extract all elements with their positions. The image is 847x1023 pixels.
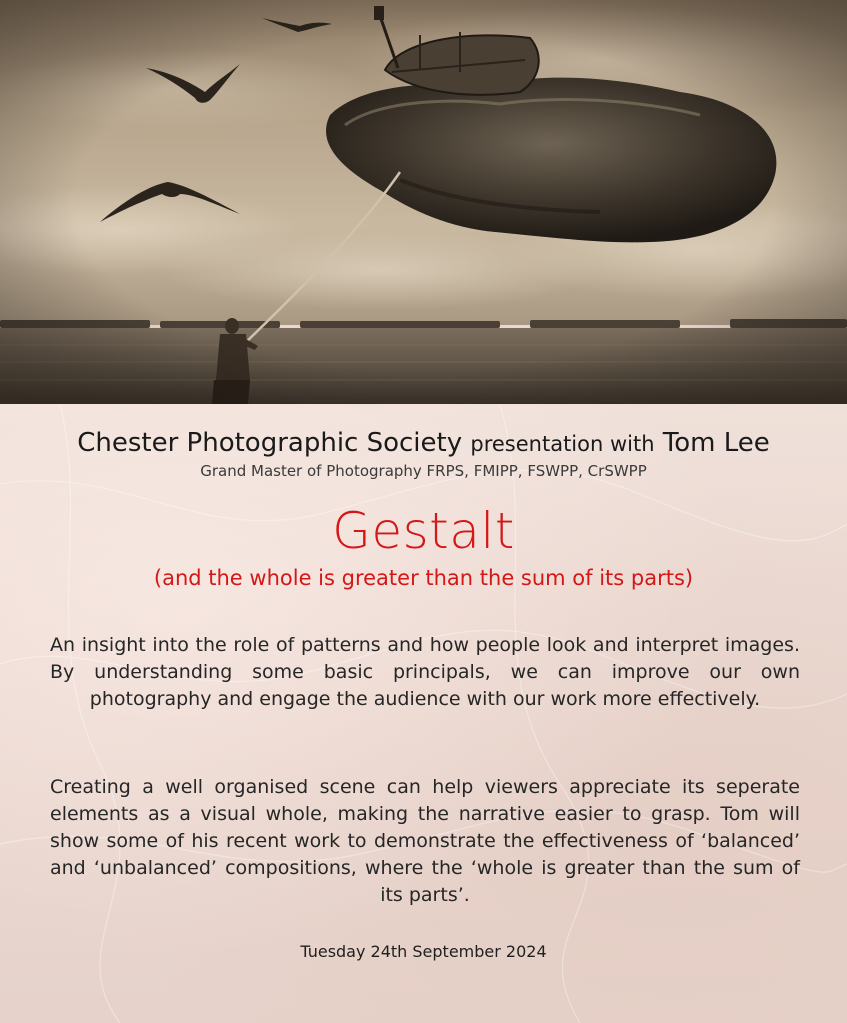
talk-tagline: (and the whole is greater than the sum of its parts): [153, 566, 694, 590]
presenter-credentials: Grand Master of Photography FRPS, FMIPP, FSWPP, CrSWPP: [200, 462, 647, 480]
sepia-surreal-photo: [0, 0, 847, 404]
description-paragraph-2: Creating a well organised scene can help viewers appreciate its seperate elements as a visual whole, making the narrative easier to grasp. Tom will show some of his recent work to demonstrate the effectiveness of ‘balanced’ and ‘unbalanced’ compositions, where the ‘whole is greater than the sum of its parts’.: [50, 776, 800, 906]
marble-texture: [0, 404, 847, 1023]
society-name: Chester Photographic Society: [77, 428, 463, 458]
presentation-connector: presentation with: [470, 432, 655, 456]
description-paragraph-1: An insight into the role of patterns and how people look and interpret images. By understanding some basic principals, we can improve our own photography and engage the audience with our work more effectively.: [50, 634, 800, 710]
event-date: Tuesday 24th September 2024: [300, 942, 547, 961]
text-panel: [0, 404, 847, 1023]
hero-photograph: [0, 0, 847, 404]
headline: [0, 428, 847, 458]
presenter-name: Tom Lee: [662, 428, 770, 458]
talk-title: Gestalt: [332, 502, 515, 560]
